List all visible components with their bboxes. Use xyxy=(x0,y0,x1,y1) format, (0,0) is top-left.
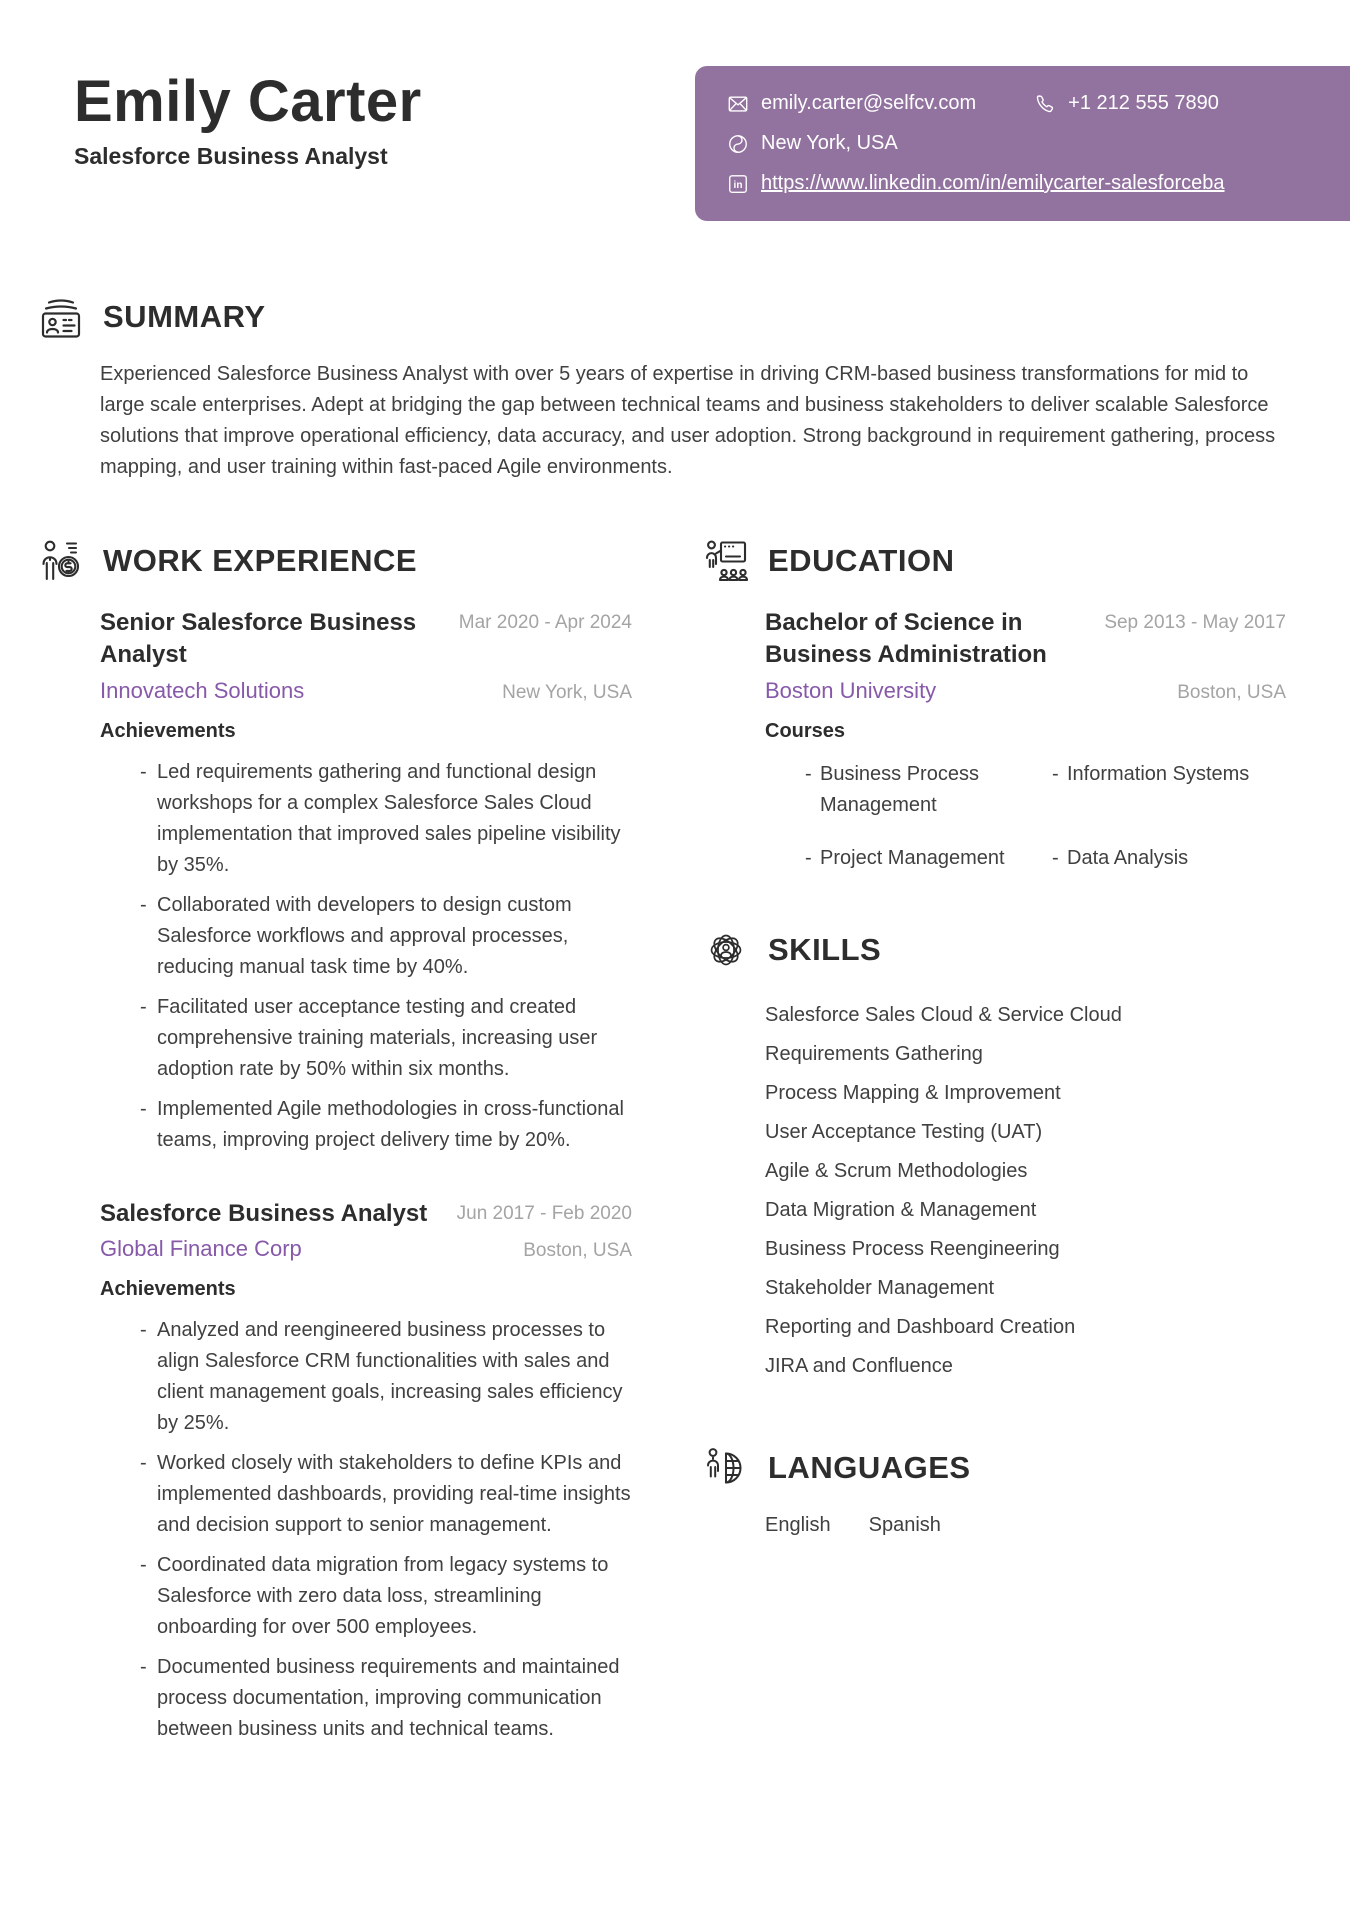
person-name: Emily Carter xyxy=(74,69,422,134)
job-2-company: Global Finance Corp xyxy=(100,1236,302,1262)
contact-location-text: New York, USA xyxy=(761,132,898,154)
contact-row-email-phone xyxy=(727,92,1320,115)
job-2-head xyxy=(100,1198,632,1230)
job-1-head xyxy=(100,607,632,672)
job-entry-2 xyxy=(100,1198,632,1745)
education-location: Boston, USA xyxy=(1177,681,1286,703)
list-item: - Analyzed and reengineered business processes to align Salesforce CRM functionalities with sales and client management goals, increasing sales efficiency by 25%. xyxy=(157,1315,632,1439)
person-job-title: Salesforce Business Analyst xyxy=(74,142,388,169)
education-subhead xyxy=(765,678,1286,704)
job-1-title: Senior Salesforce Business Analyst xyxy=(100,609,417,669)
work-experience-icon xyxy=(37,537,85,585)
list-item: - Collaborated with developers to design custom Salesforce workflows and approval processes, reducing manual task time by 40%. xyxy=(157,890,632,983)
work-experience-header xyxy=(0,537,640,585)
education-body xyxy=(665,607,1286,874)
languages-section xyxy=(665,1444,1286,1537)
linkedin-link[interactable]: https://www.linkedin.com/in/emilycarter-salesforceba xyxy=(761,172,1225,194)
list-item: Business Process Reengineering xyxy=(765,1237,1060,1260)
contact-phone-text: +1 212 555 7890 xyxy=(1068,92,1219,114)
languages-list xyxy=(765,1514,1286,1537)
job-2-title: Salesforce Business Analyst xyxy=(100,1199,428,1227)
phone-icon xyxy=(1034,93,1056,115)
skills-icon xyxy=(702,926,750,974)
work-experience-section xyxy=(0,537,640,1745)
list-item: Stakeholder Management xyxy=(765,1276,995,1299)
education-header xyxy=(665,537,1286,585)
globe-icon xyxy=(727,133,749,155)
contact-linkedin xyxy=(727,172,1225,195)
list-item: - Data Analysis xyxy=(1067,843,1286,874)
contact-email xyxy=(727,92,976,115)
skills-list xyxy=(765,996,1286,1386)
list-item: - Implemented Agile methodologies in cross-functional teams, improving project delivery time by 20%. xyxy=(157,1094,632,1156)
contact-card xyxy=(695,66,1350,221)
list-item: JIRA and Confluence xyxy=(765,1354,953,1377)
education-heading: EDUCATION xyxy=(768,543,955,578)
language-item: English xyxy=(765,1513,831,1536)
courses-label: Courses xyxy=(765,719,846,742)
list-item: User Acceptance Testing (UAT) xyxy=(765,1120,1043,1143)
skills-heading: SKILLS xyxy=(768,931,882,967)
education-school: Boston University xyxy=(765,677,937,703)
list-item: - Documented business requirements and maintained process documentation, improving communication between business units and technical teams. xyxy=(157,1652,632,1745)
list-item: Agile & Scrum Methodologies xyxy=(765,1159,1028,1182)
summary-header xyxy=(0,293,1350,341)
courses-list xyxy=(765,759,1286,874)
summary-heading: SUMMARY xyxy=(103,299,266,334)
left-column xyxy=(0,537,640,1754)
main-columns xyxy=(0,537,1350,1754)
list-item: Salesforce Sales Cloud & Service Cloud xyxy=(765,1003,1122,1026)
job-2-achievements-list xyxy=(100,1315,632,1745)
work-experience-body xyxy=(0,607,640,1745)
skills-header xyxy=(665,926,1286,974)
summary-icon xyxy=(37,293,85,341)
name-block xyxy=(0,66,422,170)
languages-header xyxy=(665,1444,1286,1492)
job-1-achievements-label: Achievements xyxy=(100,719,236,742)
job-1-subhead xyxy=(100,678,632,704)
job-1-achievements-list xyxy=(100,757,632,1156)
list-item: - Coordinated data migration from legacy systems to Salesforce with zero data loss, streamlining onboarding for over 500 employees. xyxy=(157,1550,632,1643)
list-item: - Worked closely with stakeholders to define KPIs and implemented dashboards, providing real-time insights and decision support to senior management. xyxy=(157,1448,632,1541)
job-1-company: Innovatech Solutions xyxy=(100,677,305,703)
language-item: Spanish xyxy=(868,1513,941,1536)
list-item: Requirements Gathering xyxy=(765,1042,983,1065)
contact-phone xyxy=(1034,92,1219,115)
list-item: Data Migration & Management xyxy=(765,1198,1037,1221)
summary-text: Experienced Salesforce Business Analyst with over 5 years of expertise in driving CRM-based business transformations for mid to large scale enterprises. Adept at bridging the gap between technical teams and business stakeholders to deliver scalable Salesforce solutions that improve operational efficiency, data accuracy, and user adoption. Strong background in requirement gathering, process mapping, and user training within fast-paced Agile environments. xyxy=(100,363,1276,478)
list-item: - Business Process Management xyxy=(820,759,1067,821)
education-icon xyxy=(702,537,750,585)
languages-heading: LANGUAGES xyxy=(768,1449,971,1485)
skills-section xyxy=(665,926,1286,1386)
header xyxy=(0,66,1350,221)
work-experience-heading: WORK EXPERIENCE xyxy=(103,543,418,578)
right-column xyxy=(640,537,1350,1754)
job-2-achievements-label: Achievements xyxy=(100,1278,236,1301)
list-item: Reporting and Dashboard Creation xyxy=(765,1315,1076,1338)
summary-section xyxy=(0,293,1350,483)
job-entry-1 xyxy=(100,607,632,1156)
education-dates: Sep 2013 - May 2017 xyxy=(1104,612,1286,633)
job-2-dates: Jun 2017 - Feb 2020 xyxy=(456,1202,632,1224)
job-1-location: New York, USA xyxy=(502,681,632,703)
education-degree: Bachelor of Science in Business Administration xyxy=(765,609,1047,669)
education-entry-head xyxy=(765,607,1286,672)
job-2-subhead xyxy=(100,1236,632,1262)
contact-row-linkedin xyxy=(727,172,1320,195)
education-section xyxy=(665,537,1286,874)
languages-body xyxy=(665,1514,1286,1537)
job-1-dates: Mar 2020 - Apr 2024 xyxy=(458,612,632,633)
list-item: - Information Systems xyxy=(1067,759,1286,821)
contact-row-location xyxy=(727,132,1320,155)
email-icon xyxy=(727,93,749,115)
svg-text:in: in xyxy=(733,179,743,191)
list-item: - Facilitated user acceptance testing and created comprehensive training materials, increasing user adoption rate by 50% within six months. xyxy=(157,992,632,1085)
job-2-location: Boston, USA xyxy=(523,1240,632,1262)
list-item: Process Mapping & Improvement xyxy=(765,1081,1061,1104)
skills-body xyxy=(665,996,1286,1386)
list-item: - Led requirements gathering and functional design workshops for a complex Salesforce Sales Cloud implementation that improved sales pipeline visibility by 35%. xyxy=(157,757,632,881)
contact-location xyxy=(727,132,898,155)
languages-icon xyxy=(702,1444,750,1492)
linkedin-icon xyxy=(727,173,749,195)
contact-email-text: emily.carter@selfcv.com xyxy=(761,92,977,114)
list-item: - Project Management xyxy=(820,843,1067,874)
